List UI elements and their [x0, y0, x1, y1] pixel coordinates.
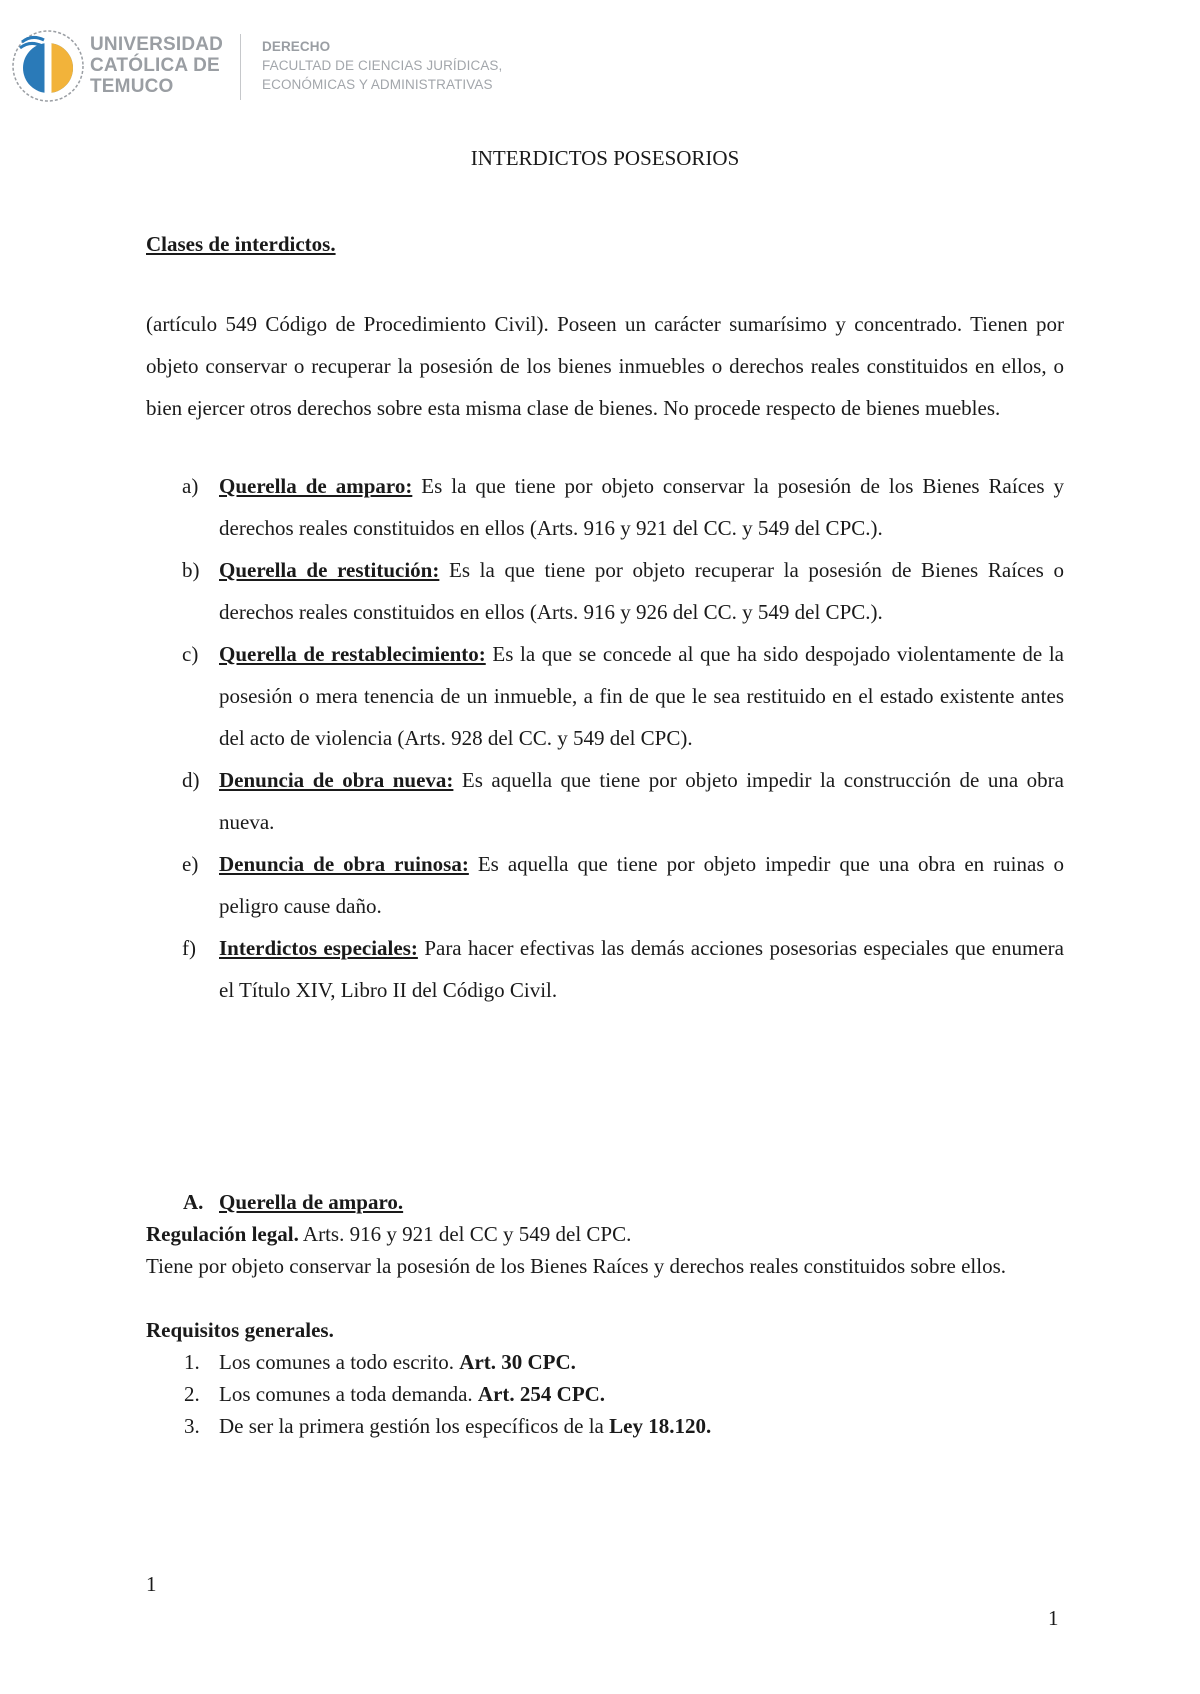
university-name-line: CATÓLICA DE	[90, 55, 220, 76]
list-marker: e)	[182, 852, 199, 876]
subsection-title-text: Querella de amparo.	[219, 1190, 404, 1214]
page-header	[10, 28, 510, 104]
list-text: Es aquella que tiene por objeto impedir que una obra en ruinas o peligro cause daño.	[219, 852, 1064, 918]
list-item	[146, 633, 1064, 759]
intro-paragraph: (artículo 549 Código de Procedimiento Civil). Poseen un carácter sumarísimo y concentrado. Tienen por objeto conservar o recuperar la posesión de los bienes inmuebles o derechos reales constituidos en ellos, o bien ejercer otros derechos sobre esta misma clase de bienes. No procede respecto de bienes muebles.	[146, 312, 1064, 420]
university-name	[90, 34, 240, 97]
list-item	[146, 465, 1064, 549]
requirements-heading: Requisitos generales.	[146, 1318, 334, 1342]
header-divider	[240, 34, 241, 100]
list-term: Querella de restablecimiento:	[219, 642, 486, 666]
list-text: Es la que tiene por objeto recuperar la posesión de Bienes Raíces o derechos reales constituidos en ellos (Arts. 916 y 926 del CC. y 549 del CPC.).	[219, 558, 1065, 624]
faculty-line: FACULTAD DE CIENCIAS JURÍDICAS,	[262, 58, 503, 73]
subsection-title	[146, 1186, 1064, 1218]
list-reference: Art. 30 CPC.	[459, 1350, 576, 1374]
list-text: Es la que tiene por objeto conservar la posesión de los Bienes Raíces y derechos reales constituidos en ellos (Arts. 916 y 921 del CC. y 549 del CPC.).	[219, 474, 1064, 540]
regulation-label: Regulación legal.	[146, 1222, 299, 1246]
list-item	[146, 1378, 1064, 1410]
purpose-paragraph: Tiene por objeto conservar la posesión de los Bienes Raíces y derechos reales constituidos sobre ellos.	[146, 1254, 1007, 1278]
list-text: Es la que se concede al que ha sido despojado violentamente de la posesión o mera tenencia de un inmueble, a fin de que le sea restituido en el estado existente antes del acto de violencia (Arts. 928 del CC. y 549 del CPC).	[219, 642, 1064, 750]
university-name-line: UNIVERSIDAD	[90, 34, 224, 55]
list-marker: a)	[182, 474, 199, 498]
list-term: Querella de restitución:	[219, 558, 440, 582]
list-text: Los comunes a todo escrito.	[219, 1350, 460, 1374]
list-item	[146, 843, 1064, 927]
list-marker: b)	[182, 558, 200, 582]
list-marker: d)	[182, 768, 200, 792]
university-logo-icon	[10, 28, 86, 104]
list-item	[146, 549, 1064, 633]
page-number: 1	[146, 1572, 157, 1596]
list-marker: 3.	[184, 1414, 200, 1438]
list-term: Interdictos especiales:	[219, 936, 418, 960]
regulation-line	[146, 1218, 1064, 1250]
list-text: Los comunes a toda demanda.	[219, 1382, 478, 1406]
faculty-line: ECONÓMICAS Y ADMINISTRATIVAS	[262, 77, 493, 92]
list-marker: f)	[182, 936, 196, 960]
list-reference: Art. 254 CPC.	[477, 1382, 606, 1406]
list-item	[146, 927, 1064, 1011]
list-marker: 2.	[184, 1382, 200, 1406]
list-marker: 1.	[184, 1350, 200, 1374]
list-item	[146, 759, 1064, 843]
list-item	[146, 1410, 1064, 1442]
list-item	[146, 1346, 1064, 1378]
document-title: INTERDICTOS POSESORIOS	[470, 146, 740, 170]
list-marker: c)	[182, 642, 199, 666]
list-term: Querella de amparo:	[219, 474, 413, 498]
list-reference: Ley 18.120.	[609, 1414, 712, 1438]
faculty-name	[262, 37, 532, 94]
subsection-marker: A.	[183, 1190, 204, 1214]
section-querella-amparo	[146, 1186, 1064, 1442]
section-heading: Clases de interdictos.	[146, 232, 336, 256]
list-text: Para hacer efectivas las demás acciones posesorias especiales que enumera el Título XIV, Libro II del Código Civil.	[219, 936, 1064, 1002]
department-name: DERECHO	[262, 39, 331, 54]
list-text: De ser la primera gestión los específicos de la	[219, 1414, 610, 1438]
interdict-classes-list	[146, 465, 1064, 1011]
list-term: Denuncia de obra ruinosa:	[219, 852, 469, 876]
requirements-list	[146, 1346, 1064, 1442]
regulation-text: Arts. 916 y 921 del CC y 549 del CPC.	[298, 1222, 632, 1246]
page-number: 1	[1048, 1606, 1059, 1630]
list-text: Es aquella que tiene por objeto impedir la construcción de una obra nueva.	[219, 768, 1064, 834]
list-term: Denuncia de obra nueva:	[219, 768, 454, 792]
university-name-line: TEMUCO	[90, 76, 174, 97]
